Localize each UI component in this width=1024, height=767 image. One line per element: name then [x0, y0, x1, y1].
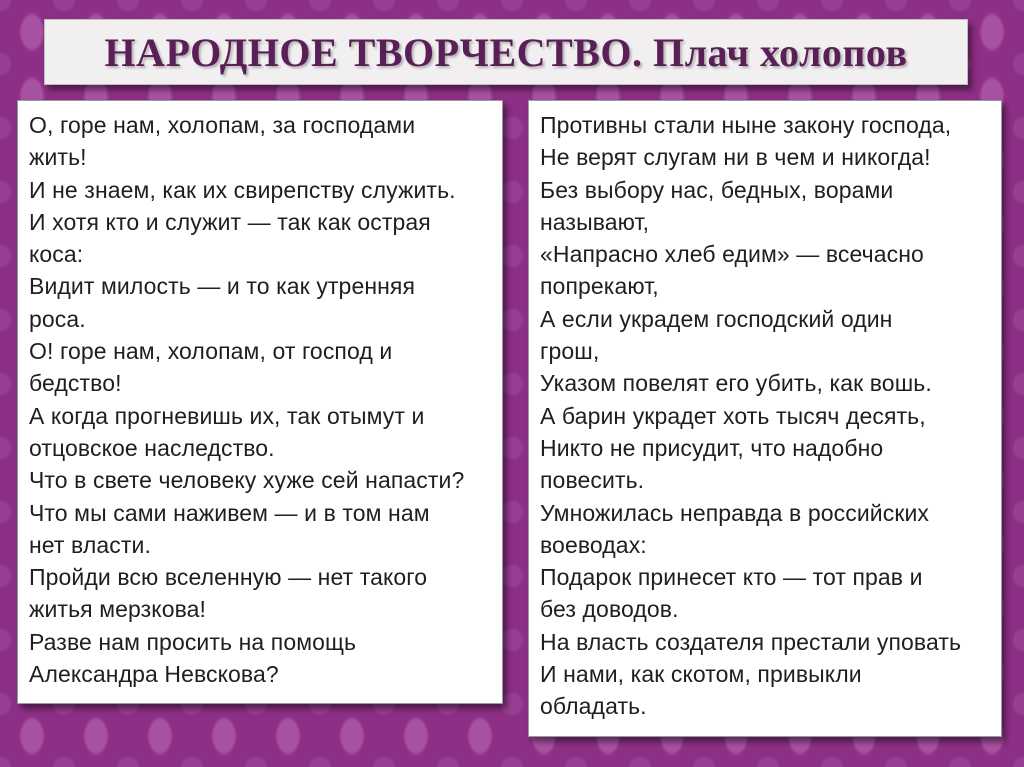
poem-line: отцовское наследство.	[29, 434, 275, 461]
poem-line: А когда прогневишь их, так отымут и	[29, 402, 425, 429]
poem-line: Противны стали ныне закону господа,	[540, 112, 952, 138]
poem-line: Никто не присудит, что надобно	[540, 434, 884, 461]
poem-line: Александра Невскова?	[29, 661, 279, 688]
left-text-panel	[17, 100, 503, 704]
poem-line: И нами, как скотом, привыкли	[540, 661, 862, 688]
poem-line: Что мы сами наживем — и в том нам	[29, 499, 430, 526]
poem-line: воеводах:	[540, 531, 647, 558]
title-banner	[44, 19, 968, 85]
slide-title: НАРОДНОЕ ТВОРЧЕСТВО. Плач холопов	[104, 29, 908, 75]
poem-line: обладать.	[540, 693, 647, 720]
poem-line: «Напрасно хлеб едим» — всечасно	[540, 241, 924, 268]
poem-line: Видит милость — и то как утренняя	[29, 273, 416, 300]
poem-line: роса.	[29, 305, 86, 332]
poem-line: Умножилась неправда в российских	[540, 499, 930, 526]
poem-line: И не знаем, как их свирепству служить.	[29, 176, 456, 203]
poem-line: О! горе нам, холопам, от господ и	[29, 338, 393, 365]
poem-line: грош,	[540, 338, 600, 365]
poem-line: называют,	[540, 208, 650, 235]
poem-line: бедство!	[29, 370, 122, 397]
poem-line: Подарок принесет кто — тот прав и	[540, 564, 923, 591]
poem-line: Что в свете человеку хуже сей напасти?	[29, 467, 465, 494]
poem-line: Без выбору нас, бедных, ворами	[540, 176, 894, 203]
poem-line: Пройди всю вселенную — нет такого	[29, 564, 428, 591]
poem-line: Разве нам просить на помощь	[29, 628, 357, 655]
poem-line: жить!	[29, 144, 87, 171]
poem-line: попрекают,	[540, 273, 659, 300]
poem-line: коса:	[29, 241, 84, 268]
poem-line: А если украдем господский один	[540, 305, 893, 332]
poem-line: повесить.	[540, 467, 645, 494]
poem-line: без доводов.	[540, 596, 679, 623]
poem-line: Указом повелят его убить, как вошь.	[540, 370, 932, 397]
poem-line: И хотя кто и служит — так как острая	[29, 208, 431, 235]
poem-line: житья мерзкова!	[29, 596, 207, 623]
poem-line: нет власти.	[29, 531, 151, 558]
poem-line: А барин украдет хоть тысяч десять,	[540, 402, 926, 429]
poem-line: Не верят слугам ни в чем и никогда!	[540, 144, 931, 171]
poem-line: О, горе нам, холопам, за господами	[29, 112, 416, 138]
right-text-panel	[528, 100, 1002, 737]
poem-line: На власть создателя престали уповать	[540, 628, 962, 655]
